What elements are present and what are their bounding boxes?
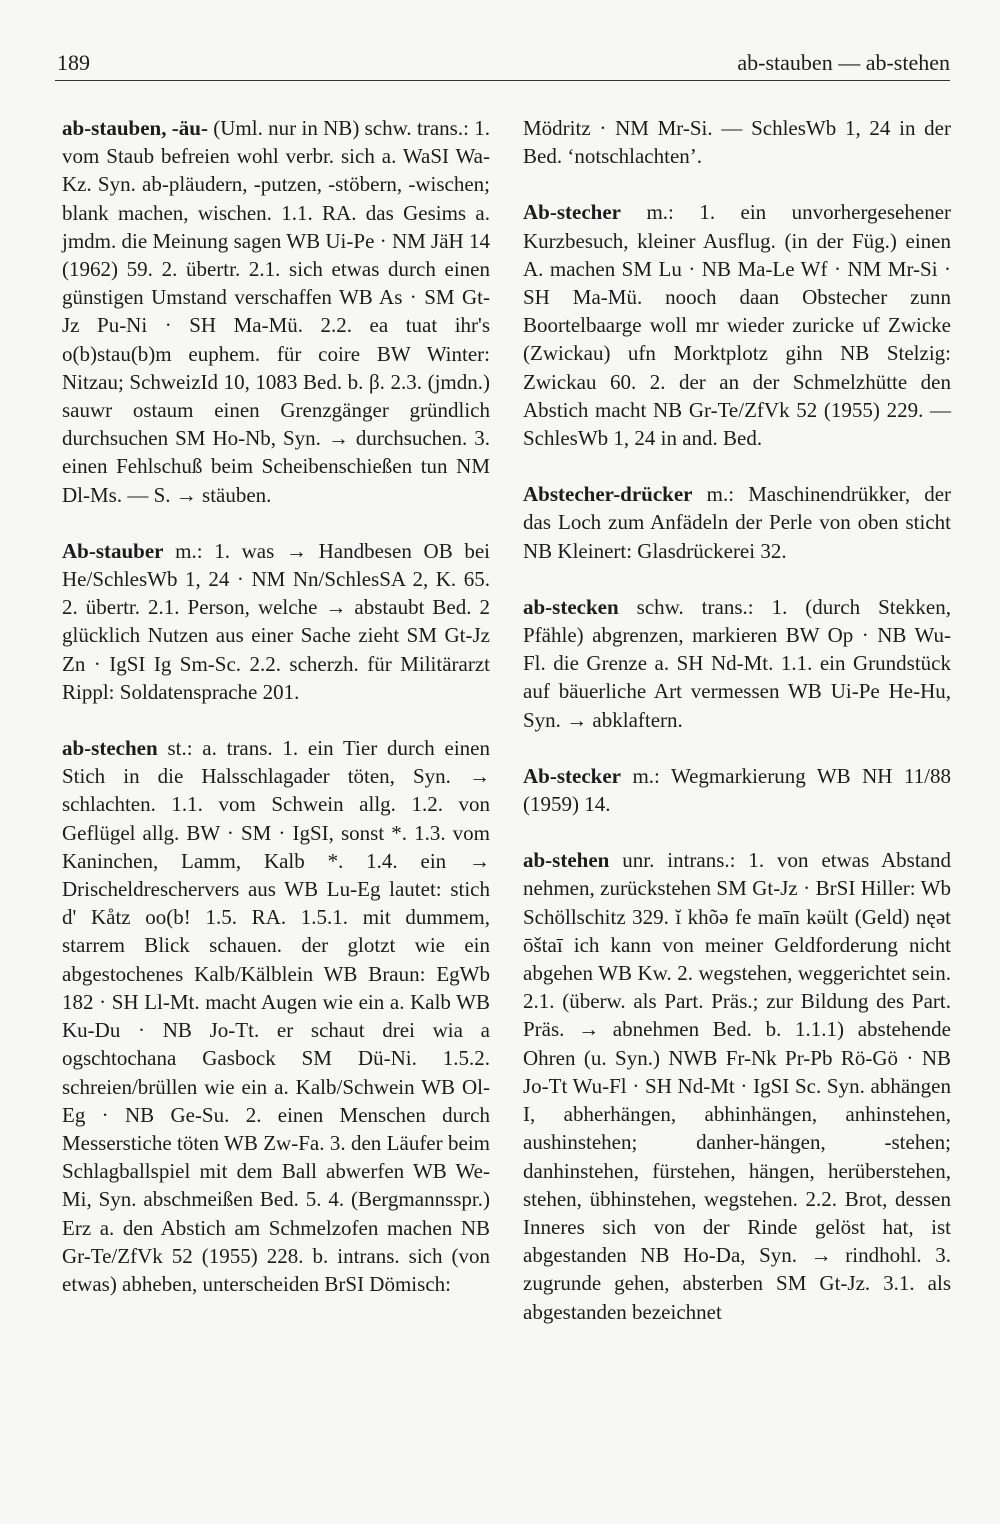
- left-column: [62, 114, 490, 1326]
- entry-text: m.: 1. ein unvorhergesehener Kurzbesuch, kleiner Ausflug. (in der Füg.) einen A. machen SM Lu · NB Ma-Le Wf · NM Mr-Si · SH Ma-Mü. nooch daan Obstecher zunn Boortelbaarge woll mr wieder zuricke uf Zwicke (Zwickau) ufn Morktplotz gihn NB Stelzig: Zwickau 60. 2. der an der Schmelzhütte den Abstich macht NB Gr-Te/ZfVk 52 (1955) 229. — SchlesWb 1, 24 in and. Bed.: [523, 200, 952, 451]
- entry-text: Mödritz · NM Mr-Si. — SchlesWb 1, 24 in der Bed. ‘notschlachten’.: [523, 116, 951, 169]
- headword: ab-stehen: [523, 848, 610, 873]
- headword: Ab-stecher: [523, 200, 621, 225]
- entry-ab-stecher: [523, 198, 951, 452]
- entry-text: m.: Maschinendrükker, der das Loch zum Anfädeln der Perle von oben sticht NB Kleinert: Glasdrückerei 32.: [523, 482, 952, 563]
- headword: Ab-stauber: [62, 538, 164, 563]
- entry-ab-stehen: [523, 846, 951, 1325]
- entry-text: m.: Wegmarkierung WB NH 11/88 (1959) 14.: [523, 763, 951, 817]
- entry-ab-stechen: [62, 734, 490, 1298]
- entry-ab-stauben: [62, 114, 490, 509]
- running-head: ab-stauben — ab-stehen: [737, 50, 950, 75]
- entry-ab-stauber: [62, 537, 490, 706]
- entry-ab-stecken: [523, 593, 951, 734]
- headword: Abstecher-drücker: [523, 482, 693, 507]
- entry-abstecher-druecker: [523, 480, 951, 565]
- headword: ab-stechen: [62, 736, 158, 761]
- headword: ab-stauben, -äu-: [62, 116, 208, 140]
- headword: Ab-stecker: [523, 763, 621, 788]
- entry-text: m.: 1. was → Handbesen OB bei He/SchlesWb 1, 24 · NM Nn/SchlesSA 2, K. 65. 2. übertr. 2.1. Person, welche → abstaubt Bed. 2 glücklich Nutzen aus einer Sache zieht SM Gt-Jz Zn · IgSI Ig Sm-Sc. 2.2. scherzh. für Militärarzt Rippl: Soldatensprache 201.: [62, 538, 490, 704]
- entry-ab-stecker: [523, 762, 951, 818]
- right-column: [523, 114, 951, 1354]
- entry-text: st.: a. trans. 1. ein Tier durch einen Stich in die Halsschlagader töten, Syn. → schlachten. 1.1. vom Schwein allg. 1.2. von Geflügel allg. BW · SM · IgSI, sonst *. 1.3. vom Kaninchen, Lamm, Kalb *. 1.4. ein → Drischeldreschervers aus WB Lu-Eg lautet: stich d' Kåtz oo(b! 1.5. RA. 1.5.1. mit dummem, starrem Blick schauen. der glotzt wie ein abgestochenes Kalb/Kälblein WB Braun: EgWb 182 · SH Ll-Mt. macht Augen wie ein a. Kalb WB Ku-Du · NB Jo-Tt. er schaut drei wia a ogschtochana Gasbock SM Dü-Ni. 1.5.2. schreien/brüllen wie ein a. Kalb/Schwein WB Ol-Eg · NB Ge-Su. 2. einen Menschen durch Messerstiche töten WB Zw-Fa. 3. den Läufer beim Schlagballspiel mit dem Ball abwerfen WB We-Mi, Syn. abschmeißen Bed. 5. 4. (Bergmannsspr.) Erz a. den Abstich am Schmelzofen machen NB Gr-Te/ZfVk 52 (1955) 228. b. intrans. sich (von etwas) abheben, unterscheiden BrSI Dömisch:: [62, 736, 491, 1296]
- entry-continuation: [523, 114, 951, 170]
- page-number: 189: [57, 50, 90, 75]
- headword: ab-stecken: [523, 594, 619, 619]
- entry-text: (Uml. nur in NB) schw. trans.: 1. vom Staub befreien wohl verbr. sich a. WaSI Wa-Kz. Syn. ab-pläudern, -putzen, -stöbern, -wischen; blank machen, wischen. 1.1. RA. das Gesims a. jmdm. die Meinung sagen WB Ui-Pe · NM JäH 14 (1962) 59. 2. übertr. 2.1. sich etwas durch einen günstigen Umstand verschaffen WB As · SM Gt-Jz Pu-Ni · SH Ma-Mü. 2.2. ea tuat ihr's o(b)stau(b)m euphem. für coire BW Winter: Nitzau; SchweizId 10, 1083 Bed. b. β. 2.3. (jmdn.) sauwr ostaum einen Grenzgänger gründlich durchsuchen SM Ho-Nb, Syn. → durchsuchen. 3. einen Fehlschuß beim Scheibenschießen tun NM Dl-Ms. — S. → stäuben.: [62, 116, 490, 507]
- entry-text: schw. trans.: 1. (durch Stekken, Pfähle) abgrenzen, markieren BW Op · NB Wu-Fl. die Grenze a. SH Nd-Mt. 1.1. ein Grundstück auf bäuerliche Art vermessen WB Ui-Pe He-Hu, Syn. → abklaftern.: [523, 594, 951, 732]
- page-header: [55, 46, 950, 81]
- entry-text: unr. intrans.: 1. von etwas Abstand nehmen, zurückstehen SM Gt-Jz · BrSI Hiller: Wb Schöllschitz 329. ĭ khõə fe maīn kəült (Geld) nęət ōštaī ich kann von meiner Geldforderung nicht abgehen WB Kw. 2. wegstehen, weggerichtet sein. 2.1. (überw. als Part. Präs.; zur Bildung des Part. Präs. → abnehmen Bed. b. 1.1.1) abstehende Ohren (u. Syn.) NWB Fr-Nk Pr-Pb Rö-Gö · NB Jo-Tt Wu-Fl · SH Nd-Mt · IgSI Sc. Syn. abhängen I, abherhängen, abhinhängen, anhinstehen, aushinstehen; danher-hängen, -stehen; danhinstehen, fürstehen, hängen, herüberstehen, stehen, übhinstehen, wegstehen. 2.2. Brot, dessen Inneres sich von der Rinde gelöst hat, ist abgestanden NB Ho-Da, Syn. → rindhohl. 3. zugrunde gehen, absterben SM Gt-Jz. 3.1. als abgestanden bezeichnet: [523, 848, 951, 1324]
